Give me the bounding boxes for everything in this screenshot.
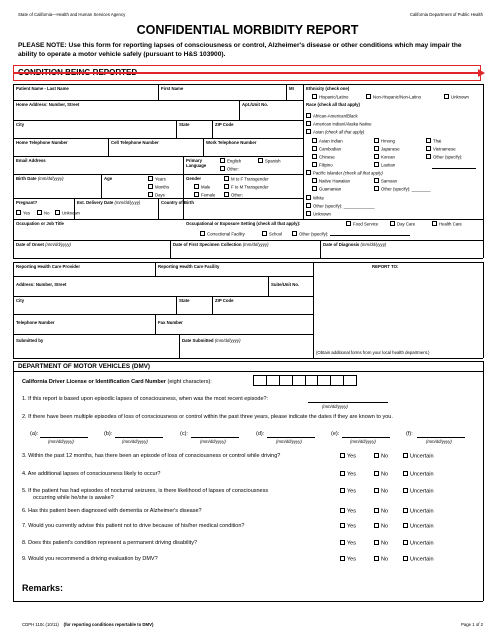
q2-text: 2. If there have been multiple episodes of loss of consciousness or control within the past three years, please indicate the dates if they are known to you.: [22, 414, 393, 420]
work-phone-label: Work Telephone Number: [206, 140, 257, 145]
q8-text: 8. Does this patient's condition represent a permanent driving disability?: [22, 540, 198, 546]
q4-no-option[interactable]: No: [374, 471, 388, 478]
exposure-school[interactable]: School: [262, 231, 282, 237]
license-input[interactable]: [253, 375, 357, 386]
q4-uncertain-option[interactable]: Uncertain: [403, 471, 434, 478]
specimen-label: Date of First Specimen Collection (mm/dd/yyyy): [173, 242, 269, 247]
submitted-by-label: Submitted by: [16, 338, 44, 343]
checkbox-icon: [340, 508, 345, 513]
eth-non-hispanic[interactable]: Non-Hispanic/Non-Latino: [366, 94, 421, 100]
q7-no-option[interactable]: No: [374, 523, 388, 530]
suite-label: Suite/Unit No.: [271, 282, 300, 287]
checkbox-icon: [366, 94, 371, 99]
q5-text: 5. If the patient has had episodes of nocturnal seizures, is there likelihood of lapses of consciousness: [22, 488, 269, 494]
checkbox-icon: [374, 453, 379, 458]
q7-text: 7. Would you currently advise this patient not to drive because of his/her medical condition?: [22, 523, 245, 529]
checkbox-icon: [340, 556, 345, 561]
department-name: California Department of Public Health: [409, 12, 483, 17]
obtain-forms-note: (Obtain additional forms from your local health department.): [316, 350, 430, 355]
checkbox-icon: [390, 221, 395, 226]
race-vietnamese[interactable]: Vietnamese: [426, 146, 456, 152]
age-days[interactable]: Days: [148, 192, 165, 198]
q5-no-option[interactable]: No: [374, 488, 388, 495]
q3-uncertain-option[interactable]: Uncertain: [403, 453, 434, 460]
checkbox-icon: [306, 203, 311, 208]
q1-date-format: (mm/dd/yyyy): [322, 404, 348, 409]
checkbox-icon: [340, 540, 345, 545]
gender-ftm[interactable]: F to M Transgender: [224, 184, 269, 190]
race-asian[interactable]: Asian (check all that apply): [306, 129, 364, 135]
cell-phone-label: Cell Telephone Number: [111, 140, 159, 145]
q9-uncertain-option[interactable]: Uncertain: [403, 556, 434, 563]
q6-text: 6. Has this patient been diagnosed with dementia or Alzheimer's disease?: [22, 508, 202, 514]
checkbox-icon: [374, 488, 379, 493]
race-chinese[interactable]: Chinese: [312, 154, 335, 160]
date-c-label: (c):: [180, 431, 188, 437]
provider-city-label: City: [16, 298, 25, 303]
date-d-input[interactable]: [267, 437, 315, 438]
checkbox-icon: [55, 210, 60, 215]
provider-state-label: State: [179, 298, 190, 303]
q5-text-cont: occurring while he/she is awake?: [33, 495, 114, 501]
email-label: Email Address: [16, 158, 46, 163]
q4-text: 4. Are additional lapses of consciousness likely to occur?: [22, 471, 161, 477]
gender-mtf[interactable]: M to F Transgender: [224, 176, 269, 182]
checkbox-icon: [262, 231, 267, 236]
checkbox-icon: [312, 154, 317, 159]
date-c-format: (mm/dd/yyyy): [200, 439, 226, 444]
date-b-format: (mm/dd/yyyy): [122, 439, 148, 444]
q1-text: 1. If this report is based upon episodic lapses of consciousness, when was the most recent episode?:: [22, 396, 269, 402]
first-name-label: First Name: [161, 86, 184, 91]
provider-zip-label: ZIP Code: [215, 298, 234, 303]
please-note: PLEASE NOTE: Use this form for reporting lapses of consciousness or control, Alzheimer's disease or other conditions which may impair the ability to operate a motor vehicle safely (pursuant to H&S 103900).: [18, 42, 462, 58]
last-name-label: Patient Name - Last Name: [16, 86, 69, 91]
checkbox-icon: [312, 94, 317, 99]
checkbox-icon: [403, 508, 408, 513]
checkbox-icon: [374, 154, 379, 159]
exposure-daycare[interactable]: Day Care: [390, 221, 415, 227]
eth-unknown[interactable]: Unknown: [444, 94, 469, 100]
condition-arrow-line: [13, 72, 483, 74]
q6-uncertain-option[interactable]: Uncertain: [403, 508, 434, 515]
zip-label: ZIP Code: [215, 122, 234, 127]
race-japanese[interactable]: Japanese: [374, 146, 400, 152]
country-label: Country of Birth: [161, 200, 194, 205]
date-d-label: (d):: [256, 431, 265, 437]
checkbox-icon: [194, 192, 199, 197]
checkbox-icon: [426, 138, 431, 143]
race-filipino[interactable]: Filipino: [312, 162, 333, 168]
q6-yes-option[interactable]: Yes: [340, 508, 356, 515]
checkbox-icon: [292, 231, 297, 236]
q8-no-option[interactable]: No: [374, 540, 388, 547]
q5-yes-option[interactable]: Yes: [340, 488, 356, 495]
q8-yes-option[interactable]: Yes: [340, 540, 356, 547]
race-pacific[interactable]: Pacific Islander (check all that apply): [306, 170, 383, 176]
race-unknown[interactable]: Unknown: [306, 211, 331, 217]
gender-label: Gender: [186, 176, 202, 181]
checkbox-icon: [306, 211, 311, 216]
facility-label: Reporting Health Care Facility: [158, 264, 220, 269]
checkbox-icon: [224, 192, 229, 197]
checkbox-icon: [312, 178, 317, 183]
race-label: Race (check all that apply): [306, 102, 360, 107]
q5-uncertain-option[interactable]: Uncertain: [403, 488, 434, 495]
fax-label: Fax Number: [158, 320, 183, 325]
agency-name: State of California—Health and Human Services Agency: [18, 12, 126, 17]
onset-label: Date of Onset (mm/dd/yyyy): [16, 242, 71, 247]
arrow-icon: [478, 69, 485, 77]
checkbox-icon: [444, 94, 449, 99]
date-a-label: (a):: [30, 431, 39, 437]
date-f-format: (mm/dd/yyyy): [426, 439, 452, 444]
eth-hispanic[interactable]: Hispanic/Latino: [312, 94, 348, 100]
birth-date-label: Birth Date (mm/dd/yyyy): [16, 176, 64, 181]
date-f-input[interactable]: [417, 437, 465, 438]
date-f-label: (f):: [406, 431, 413, 437]
state-label: State: [179, 122, 190, 127]
checkbox-icon: [403, 556, 408, 561]
race-thai[interactable]: Thai: [426, 138, 441, 144]
date-b-input[interactable]: [115, 437, 163, 438]
checkbox-icon: [374, 556, 379, 561]
race-pacific-other[interactable]: Other (specify): ________: [374, 186, 431, 192]
checkbox-icon: [220, 166, 225, 171]
q8-uncertain-option[interactable]: Uncertain: [403, 540, 434, 547]
race-other[interactable]: Other (specify): _____________: [306, 203, 375, 209]
form-title: CONFIDENTIAL MORBIDITY REPORT: [136, 23, 359, 37]
date-e-input[interactable]: [342, 437, 390, 438]
q6-no-option[interactable]: No: [374, 508, 388, 515]
checkbox-icon: [374, 186, 379, 191]
checkbox-icon: [312, 162, 317, 167]
pregnant-no[interactable]: No: [37, 210, 50, 216]
checkbox-icon: [374, 178, 379, 183]
checkbox-icon: [306, 121, 311, 126]
q3-no-option[interactable]: No: [374, 453, 388, 460]
date-d-format: (mm/dd/yyyy): [276, 439, 302, 444]
race-native-hawaiian[interactable]: Native Hawaiian: [312, 178, 350, 184]
date-submitted-label: Date Submitted (mm/dd/yyyy): [182, 338, 241, 343]
checkbox-icon: [306, 170, 311, 175]
pregnant-unknown[interactable]: Unknown: [55, 210, 80, 216]
checkbox-icon: [403, 471, 408, 476]
checkbox-icon: [432, 221, 437, 226]
checkbox-icon: [403, 488, 408, 493]
q7-yes-option[interactable]: Yes: [340, 523, 356, 530]
provider-label: Reporting Health Care Provider: [16, 264, 80, 269]
age-years[interactable]: Years: [148, 176, 166, 182]
age-months[interactable]: Months: [148, 184, 169, 190]
race-american-indian[interactable]: American Indian/Alaska Native: [306, 121, 372, 127]
q1-date-input[interactable]: [308, 402, 388, 403]
exposure-correctional[interactable]: Correctional Facility: [200, 231, 245, 237]
q9-no-option[interactable]: No: [374, 556, 388, 563]
checkbox-icon: [374, 138, 379, 143]
race-korean[interactable]: Korean: [374, 154, 395, 160]
checkbox-icon: [426, 154, 431, 159]
checkbox-icon: [374, 523, 379, 528]
checkbox-icon: [200, 231, 205, 236]
exposure-food[interactable]: Food Service: [346, 221, 378, 227]
edd-label: Est. Delivery Date (mm/dd/yyyy): [77, 200, 141, 205]
checkbox-icon: [16, 210, 21, 215]
race-african[interactable]: African-American/Black: [306, 113, 358, 119]
race-hmong[interactable]: Hmong: [374, 138, 395, 144]
pregnant-label: Pregnant?: [16, 200, 38, 205]
exposure-healthcare[interactable]: Health Care: [432, 221, 462, 227]
checkbox-icon: [340, 453, 345, 458]
checkbox-icon: [148, 184, 153, 189]
apt-label: Apt./Unit No.: [242, 102, 269, 107]
diagnosis-label: Date of Diagnosis (mm/dd/yyyy): [323, 242, 387, 247]
ethnicity-label: Ethnicity (check one): [306, 86, 350, 91]
remarks-field[interactable]: [70, 578, 475, 598]
checkbox-icon: [306, 113, 311, 118]
q3-yes-option[interactable]: Yes: [340, 453, 356, 460]
checkbox-icon: [340, 471, 345, 476]
race-cambodian[interactable]: Cambodian: [312, 146, 341, 152]
pregnant-yes[interactable]: Yes: [16, 210, 30, 216]
checkbox-icon: [194, 184, 199, 189]
checkbox-icon: [340, 488, 345, 493]
checkbox-icon: [224, 184, 229, 189]
provider-phone-label: Telephone Number: [16, 320, 55, 325]
checkbox-icon: [312, 146, 317, 151]
exposure-other[interactable]: Other (specify):: [292, 231, 410, 237]
checkbox-icon: [403, 453, 408, 458]
home-phone-label: Home Telephone Number: [16, 140, 68, 145]
date-b-label: (b):: [104, 431, 113, 437]
primary-language-label: Primary Language: [186, 158, 207, 168]
checkbox-icon: [403, 540, 408, 545]
date-e-format: (mm/dd/yyyy): [350, 439, 376, 444]
race-laotian[interactable]: Laotian: [374, 162, 395, 168]
checkbox-icon: [346, 221, 351, 226]
occupation-label: Occupation or Job Title: [16, 221, 64, 226]
checkbox-icon: [258, 158, 263, 163]
lang-english[interactable]: English: [220, 158, 241, 164]
checkbox-icon: [374, 508, 379, 513]
gender-male[interactable]: Male: [194, 184, 210, 190]
checkbox-icon: [374, 471, 379, 476]
checkbox-icon: [374, 146, 379, 151]
exposure-label: Occupational or Exposure Setting (check all that apply):: [186, 221, 301, 226]
q9-yes-option[interactable]: Yes: [340, 556, 356, 563]
date-c-input[interactable]: [191, 437, 239, 438]
mi-label: MI: [289, 86, 294, 91]
race-samoan[interactable]: Samoan: [374, 178, 397, 184]
lang-other[interactable]: Other:: [220, 166, 239, 172]
checkbox-icon: [148, 192, 153, 197]
q9-text: 9. Would you recommend a driving evaluation by DMV?: [22, 556, 158, 562]
checkbox-icon: [374, 540, 379, 545]
checkbox-icon: [374, 162, 379, 167]
q7-uncertain-option[interactable]: Uncertain: [403, 523, 434, 530]
race-asian-other[interactable]: Other (specify):: [426, 154, 462, 160]
checkbox-icon: [403, 523, 408, 528]
checkbox-icon: [312, 186, 317, 191]
city-label: City: [16, 122, 25, 127]
form-number: CDPH 110c (10/11) (for reporting conditions reportable to DMV): [22, 622, 154, 627]
age-label: Age: [104, 176, 113, 181]
home-address-label: Home Address: Number, Street: [16, 102, 80, 107]
checkbox-icon: [340, 523, 345, 528]
report-to-label: REPORT TO:: [372, 264, 399, 269]
date-e-label: (e):: [331, 431, 340, 437]
q3-text: 3. Within the past 12 months, has there been an episode of loss of consciousness or control while driving?: [22, 453, 281, 459]
dmv-label: DEPARTMENT OF MOTOR VEHICLES (DMV): [18, 363, 151, 370]
remarks-label: Remarks:: [22, 583, 64, 593]
gender-other[interactable]: Other:: [224, 192, 243, 198]
checkbox-icon: [312, 138, 317, 143]
race-guamanian[interactable]: Guamanian: [312, 186, 341, 192]
checkbox-icon: [224, 176, 229, 181]
lang-spanish[interactable]: Spanish: [258, 158, 281, 164]
race-asian-indian[interactable]: Asian Indian: [312, 138, 343, 144]
checkbox-icon: [426, 146, 431, 151]
checkbox-icon: [148, 176, 153, 181]
checkbox-icon: [220, 158, 225, 163]
race-white[interactable]: White: [306, 195, 324, 201]
checkbox-icon: [37, 210, 42, 215]
date-a-format: (mm/dd/yyyy): [48, 439, 74, 444]
q4-yes-option[interactable]: Yes: [340, 471, 356, 478]
page-number: Page 1 of 2: [461, 622, 483, 627]
license-label: California Driver License or Identification Card Number (eight characters):: [22, 379, 212, 385]
checkbox-icon: [306, 195, 311, 200]
date-a-input[interactable]: [40, 437, 88, 438]
checkbox-icon: [306, 129, 311, 134]
provider-address-label: Address: Number, Street: [16, 282, 67, 287]
gender-female[interactable]: Female: [194, 192, 215, 198]
